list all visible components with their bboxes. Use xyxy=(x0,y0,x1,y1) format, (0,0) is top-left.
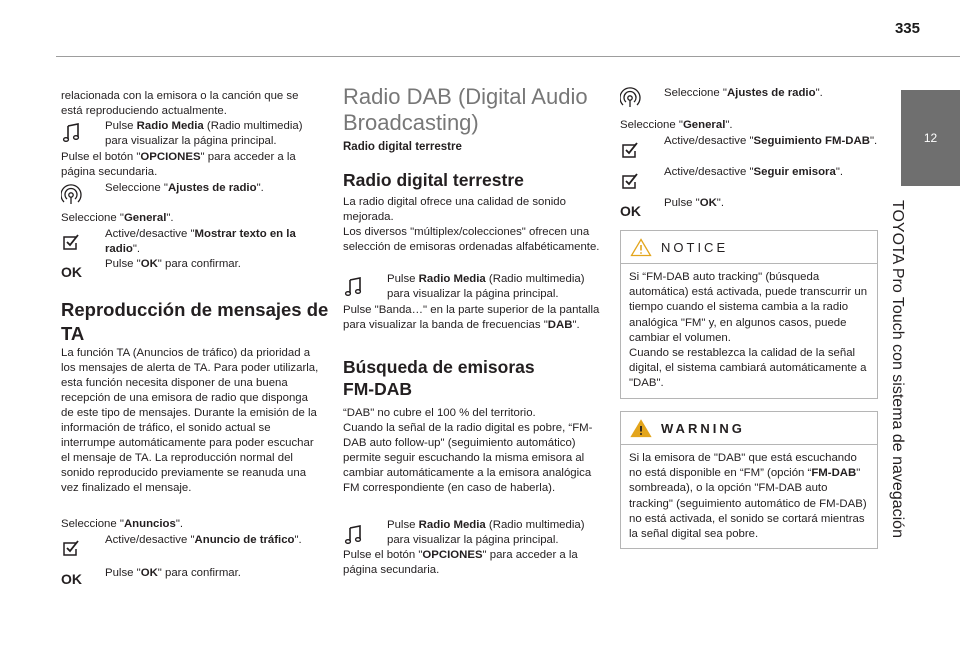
subtitle: Radio digital terrestre xyxy=(343,141,462,153)
step-radio-media: Pulse Radio Media (Radio multimedia) para visualizar la página principal. xyxy=(387,519,585,546)
ok-icon: OK xyxy=(620,203,641,219)
chapter-tab xyxy=(901,90,960,186)
paragraph: Pulse "Banda…" en la parte superior de la pantalla para visualizar la banda de frecuencias "DAB". xyxy=(343,304,600,331)
page-title: Radio DAB (Digital Audio Broadcasting) xyxy=(343,84,588,135)
section-heading: Búsqueda de emisoras FM-DAB xyxy=(343,357,535,399)
chapter-title-text: TOYOTA Pro Touch con sistema de navegación xyxy=(889,200,906,538)
notice-label: NOTICE xyxy=(661,240,729,255)
step-radio-settings: Seleccione "Ajustes de radio". xyxy=(105,182,264,194)
notice-triangle-icon xyxy=(630,238,652,262)
notice-header xyxy=(621,231,877,264)
checkbox-icon xyxy=(620,170,646,192)
paragraph: relacionada con la emisora o la canción que se está reproduciendo actualmente. xyxy=(61,90,299,117)
section-heading: Reproducción de mensajes de TA xyxy=(61,299,329,344)
warning-box xyxy=(620,411,878,549)
checkbox-icon xyxy=(620,139,646,161)
step-radio-media: Pulse Radio Media (Radio multimedia) para visualizar la página principal. xyxy=(387,273,585,300)
paragraph: Pulse el botón "OPCIONES" para acceder a la página secundaria. xyxy=(343,549,578,576)
notice-box xyxy=(620,230,878,399)
section-heading: Radio digital terrestre xyxy=(343,170,524,190)
checkbox-icon xyxy=(61,231,87,253)
paragraph: Pulse el botón "OPCIONES" para acceder a la página secundaria. xyxy=(61,151,296,178)
radio-signal-icon xyxy=(61,183,87,205)
ok-icon: OK xyxy=(61,571,82,587)
radio-signal-icon xyxy=(620,86,646,108)
step-toggle-fm-dab: Active/desactive "Seguimiento FM-DAB". xyxy=(664,135,878,147)
warning-label: WARNING xyxy=(661,421,745,436)
notice-text: Si “FM-DAB auto tracking" (búsqueda automática) está activada, puede transcurrir un tiempo cuando el sistema cambia a la radio analógica "FM" y, en algunos casos, puede cambiar el volumen. Cuando se restablezca la calidad de la señal digital, el sistema cambiará automáticamente a "DAB". xyxy=(629,271,868,390)
paragraph: La función TA (Anuncios de tráfico) da prioridad a los mensajes de alerta de TA. Para poder utilizarla, esta función necesita disponer de una buena recepción de una emisora de radio que disponga de este tipo de mensajes. Durante la emisión de la información de tráfico, el sonido actual se interrumpe automáticamente para poder escuchar el mensaje de TA. La reproducción normal del sonido reproducido previamente se reanuda una vez finalizado el mensaje. xyxy=(61,347,319,494)
step-confirm: Pulse "OK" para confirmar. xyxy=(105,567,241,579)
paragraph: La radio digital ofrece una calidad de sonido mejorada. Los diversos "múltiplex/colecciones" ofrecen una selección de emisoras ordenadas alfabéticamente. xyxy=(343,196,600,253)
music-note-icon xyxy=(61,122,87,144)
header-rule xyxy=(56,56,960,57)
step-radio-media: Pulse Radio Media (Radio multimedia) para visualizar la página principal. xyxy=(105,120,303,147)
music-note-icon xyxy=(343,524,369,546)
page-number: 335 xyxy=(894,20,920,37)
step-toggle-follow-station: Active/desactive "Seguir emisora". xyxy=(664,166,844,178)
warning-triangle-icon xyxy=(630,419,652,443)
ok-icon: OK xyxy=(61,264,82,280)
step-confirm: Pulse "OK". xyxy=(664,197,725,209)
step-confirm: Pulse "OK" para confirmar. xyxy=(105,258,241,270)
paragraph: Seleccione "Anuncios". xyxy=(61,518,184,530)
chapter-title xyxy=(871,200,923,560)
paragraph: Seleccione "General". xyxy=(620,119,733,131)
step-toggle-radio-text: Active/desactive "Mostrar texto en la radio". xyxy=(105,228,296,255)
checkbox-icon xyxy=(61,537,87,559)
step-toggle-traffic: Active/desactive "Anuncio de tráfico". xyxy=(105,534,302,546)
step-radio-settings: Seleccione "Ajustes de radio". xyxy=(664,87,823,99)
paragraph: “DAB" no cubre el 100 % del territorio. Cuando la señal de la radio digital es pobre, “FM-DAB auto follow-up" (seguimiento automático) permite seguir escuchando la misma emisora al cambiar automáticamente a la emisora analógica FM correspondiente (en caso de haberla). xyxy=(343,407,593,494)
warning-text: Si la emisora de "DAB" que está escuchando no está disponible en “FM” (opción “FM-DAB" sombreada), o la opción "FM-DAB auto tracking" (seguimiento automático de FM-DAB) no está activada, el sonido se cortará mientras la señal digital sea pobre. xyxy=(629,452,867,541)
chapter-number: 12 xyxy=(923,131,938,145)
warning-header xyxy=(621,412,877,445)
paragraph: Seleccione "General". xyxy=(61,212,174,224)
music-note-icon xyxy=(343,276,369,298)
